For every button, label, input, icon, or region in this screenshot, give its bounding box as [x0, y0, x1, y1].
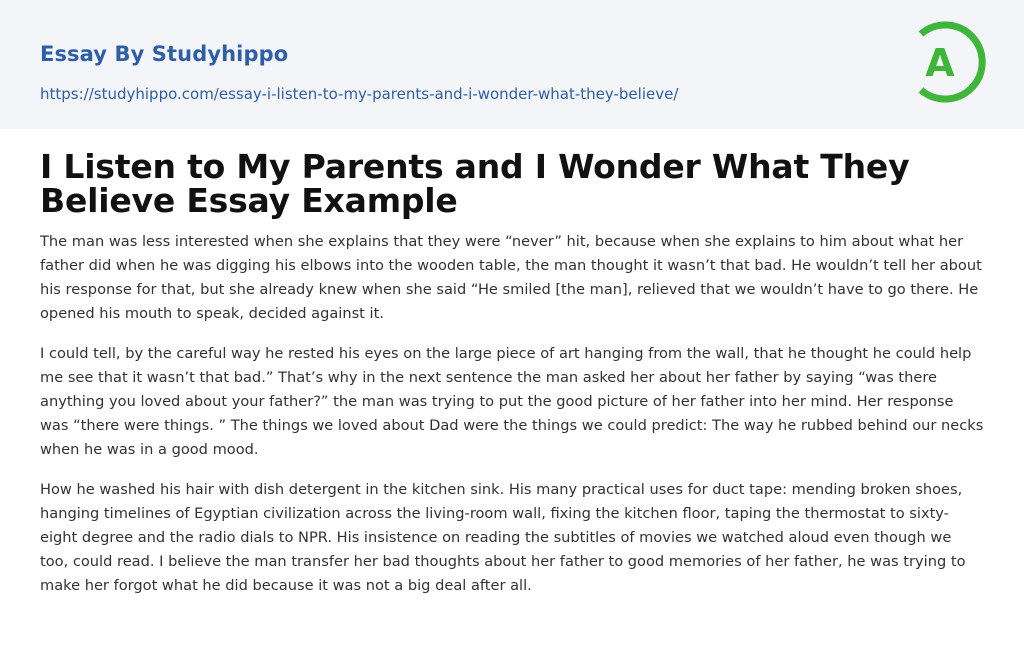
page-header [0, 0, 1024, 129]
studyhippo-a-logo-icon[interactable] [912, 18, 988, 106]
essay-title: I Listen to My Parents and I Wonder What They Believe Essay Example [40, 147, 910, 220]
essay-body [40, 230, 984, 614]
essay-paragraph-3: How he washed his hair with dish detergent in the kitchen sink. His many practical uses for duct tape: mending broken shoes, hanging timelines of Egyptian civilization across the living-room wall, fixing the kitchen floor, taping the thermostat to sixty-eight degree and the radio dials to NPR. His insistence on reading the subtitles of movies we watched aloud even though we too, could read. I believe the man transfer her bad thoughts about her father to good memories of her father, he was trying to make her forgot what he did because it was not a big deal after all. [40, 481, 966, 594]
site-brand[interactable]: Essay By Studyhippo [40, 42, 289, 66]
logo-letter: A [925, 41, 955, 85]
logo-graphic [912, 18, 988, 106]
essay-url-link[interactable]: https://studyhippo.com/essay-i-listen-to-my-parents-and-i-wonder-what-they-believe/ [40, 85, 679, 103]
essay-paragraph-2: I could tell, by the careful way he rested his eyes on the large piece of art hanging from the wall, that he thought he could help me see that it wasn’t that bad.” That’s why in the next sentence the man asked her about her father by saying “was there anything you loved about your father?” the man was trying to put the good picture of her father into her mind. Her response was “there were things. ” The things we loved about Dad were the things we could predict: The way he rubbed behind our necks when he was in a good mood. [40, 345, 984, 458]
essay-paragraph-1: The man was less interested when she explains that they were “never” hit, because when she explains to him about what her father did when he was digging his elbows into the wooden table, the man thought it wasn’t that bad. He wouldn’t tell her about his response for that, but she already knew when she said “He smiled [the man], relieved that we wouldn’t have to go there. He opened his mouth to speak, decided against it. [40, 233, 982, 322]
